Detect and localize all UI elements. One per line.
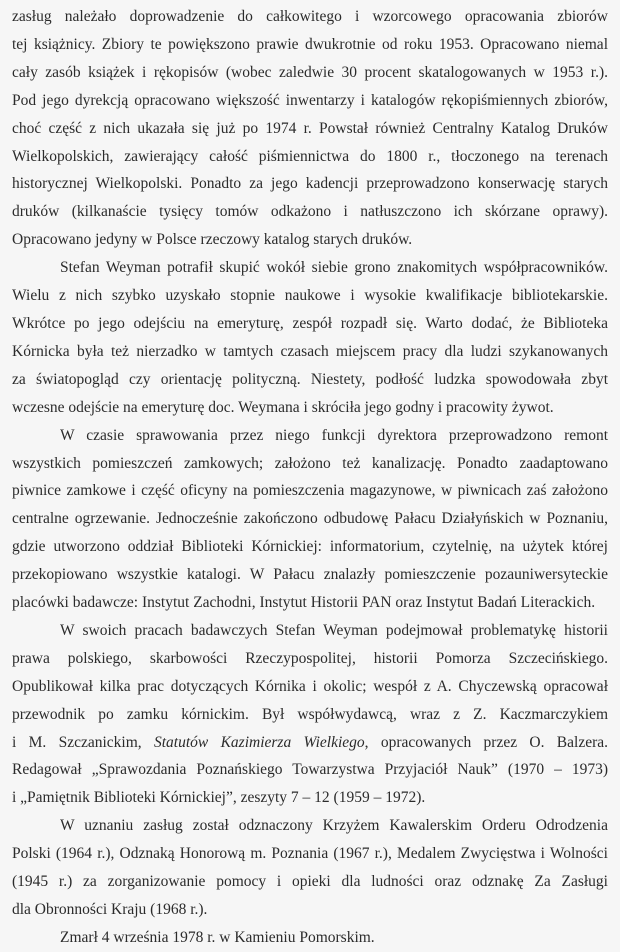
text-line: Opublikował kilka prac dotyczących Kórnika i okolic; wespół z A. Chyczewską opracował	[12, 677, 608, 695]
italic-title: Statutów Kazimierza Wielkiego	[154, 733, 365, 751]
text-line: Kórnicka była też nierzadko w tamtych czasach miejscem pracy dla ludzi szykanowanych	[12, 342, 608, 360]
paragraph	[12, 254, 608, 421]
text-line: za światopogląd czy orientację polityczną. Niestety, podłość ludzka spowodowała zbyt	[12, 370, 608, 388]
paragraph	[12, 924, 608, 952]
text-line: Redagował „Sprawozdania Poznańskiego Towarzystwa Przyjaciół Nauk” (1970 – 1973)	[12, 761, 608, 779]
paragraph	[12, 812, 608, 924]
text-line: W czasie sprawowania przez niego funkcji dyrektora przeprowadzono remont	[60, 426, 608, 444]
text-line: Pod jego dyrekcją opracowano większość inwentarzy i katalogów rękopiśmiennych zbiorów,	[12, 91, 608, 109]
paragraph	[12, 617, 608, 812]
text-segment: , opracowanych przez O. Balzera.	[364, 733, 608, 751]
text-line: centralne ogrzewanie. Jednocześnie zakończono odbudowę Pałacu Działyńskich w Poznaniu,	[12, 510, 608, 528]
text-line: zasług należało doprowadzenie do całkowitego i wzorcowego opracowania zbiorów	[12, 8, 608, 25]
text-line: druków (kilkanaście tysięcy tomów odkażono i natłuszczono ich skórzane oprawy).	[12, 203, 608, 221]
text-line: przekopiowano wszystkie katalogi. W Pałacu znalazły pomieszczenie pozauniwersyteckie	[12, 566, 608, 584]
text-line: Opracowano jedyny w Polsce rzeczowy katalog starych druków.	[12, 231, 413, 249]
text-line: Polski (1964 r.), Odznaką Honorową m. Poznania (1967 r.), Medalem Zwycięstwa i Wolności	[12, 845, 608, 863]
text-line: dla Obronności Kraju (1968 r.).	[12, 901, 208, 918]
text-line: prawa polskiego, skarbowości Rzeczypospolitej, historii Pomorza Szczecińskiego.	[12, 649, 608, 667]
text-line: wszystkich pomieszczeń zamkowych; założono też kanalizację. Ponadto zaadaptowano	[12, 454, 608, 472]
text-line: Wkrótce po jego odejściu na emeryturę, zespół rozpadł się. Warto dodać, że Biblioteka	[12, 314, 608, 332]
text-line: placówki badawcze: Instytut Zachodni, Instytut Historii PAN oraz Instytut Badań Literackich.	[12, 594, 596, 612]
text-line	[12, 729, 608, 757]
text-line: piwnice zamkowe i część oficyny na pomieszczenia magazynowe, w piwnicach zaś założono	[12, 482, 608, 500]
text-line: choć część z nich ukazała się już po 1974 r. Powstał również Centralny Katalog Druków	[12, 119, 608, 137]
text-line: (1945 r.) za zorganizowanie pomocy i opieki dla ludności oraz odznakę Za Zasługi	[12, 873, 608, 891]
text-line: W swoich pracach badawczych Stefan Weyman podejmował problematykę historii	[60, 621, 608, 639]
text-segment: i M. Szczanickim,	[12, 733, 154, 751]
paragraph	[12, 422, 608, 617]
text-line: historycznej Wielkopolski. Ponadto za jego kadencji przeprowadzono konserwację starych	[12, 175, 608, 193]
text-line: W uznaniu zasług został odznaczony Krzyżem Kawalerskim Orderu Odrodzenia	[60, 817, 608, 835]
text-line: Wielkopolskich, zawierający całość piśmiennictwa do 1800 r., tłoczonego na terenach	[12, 147, 608, 165]
text-line: i „Pamiętnik Biblioteki Kórnickiej”, zeszyty 7 – 12 (1959 – 1972).	[12, 789, 426, 807]
text-line: przewodnik po zamku kórnickim. Był współwydawcą, wraz z Z. Kaczmarczykiem	[12, 705, 608, 723]
text-line: cały zasób książek i rękopisów (wobec zaledwie 30 procent skatalogowanych w 1953 r.).	[12, 63, 608, 81]
text-line: Stefan Weyman potrafił skupić wokół siebie grono znakomitych współpracowników.	[60, 259, 608, 277]
text-line: Wielu z nich szybko uzyskało stopnie naukowe i wysokie kwalifikacje bibliotekarskie.	[12, 287, 608, 305]
text-line: gdzie utworzono oddział Biblioteki Kórnickiej: informatorium, czytelnię, na użytek której	[12, 538, 608, 556]
paragraph	[12, 3, 608, 254]
text-line: tej książnicy. Zbiory te powiększono prawie dwukrotnie od roku 1953. Opracowano niemal	[12, 35, 608, 53]
text-line: Zmarł 4 września 1978 r. w Kamieniu Pomorskim.	[60, 928, 375, 946]
document-page	[12, 3, 608, 952]
text-line: wczesne odejście na emeryturę doc. Weymana i skróciła jego godny i pracowity żywot.	[12, 398, 554, 416]
